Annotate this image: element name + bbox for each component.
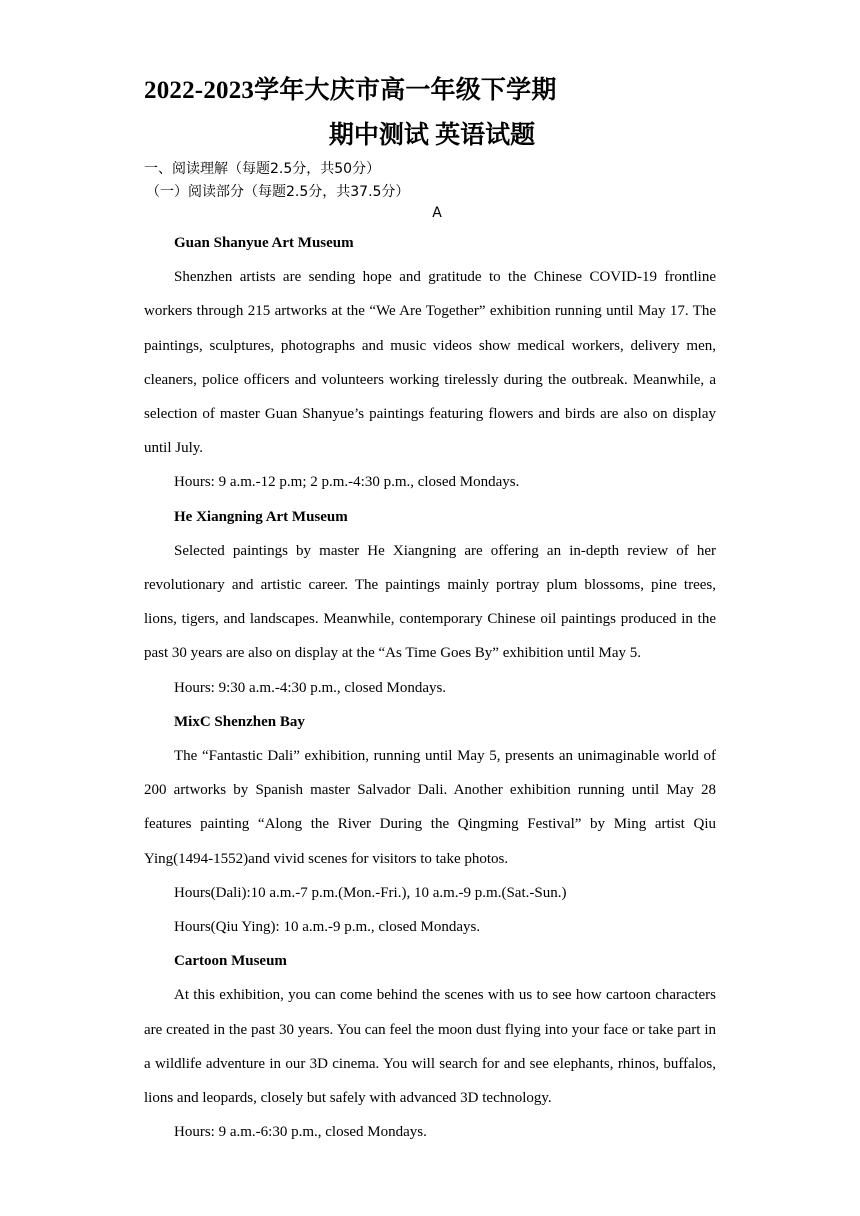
museum-description: Selected paintings by master He Xiangning are offering an in-depth review of her revolutionary and artistic career. The paintings mainly portray plum blossoms, pine trees, lions, tigers, and landscapes. Meanwhile, contemporary Chinese oil paintings produced in the past 30 years are also on display at the “As Time Goes By” exhibition until May 5. [144, 542, 716, 662]
passage-body [144, 226, 716, 1149]
section-heading-reading: 一、阅读理解（每题2.5分，共50分） [144, 161, 381, 177]
passage-label: A [432, 205, 442, 221]
exam-title-line1: 2022-2023学年大庆市高一年级下学期 [144, 77, 557, 104]
museum-description: At this exhibition, you can come behind the scenes with us to see how cartoon characters are created in the past 30 years. You can feel the moon dust flying into your face or take part in a wildlife adventure in our 3D cinema. You will search for and see elephants, rhinos, buffalos, lions and leopards, closely but safely with advanced 3D technology. [144, 987, 716, 1107]
subsection-heading-reading: （一）阅读部分（每题2.5分，共37.5分） [146, 184, 410, 200]
museum-hours: Hours(Dali):10 a.m.-7 p.m.(Mon.-Fri.), 10 a.m.-9 p.m.(Sat.-Sun.) [174, 884, 567, 901]
museum-hours: Hours: 9:30 a.m.-4:30 p.m., closed Mondays. [174, 679, 447, 696]
museum-heading: MixC Shenzhen Bay [174, 713, 305, 730]
exam-title-line2: 期中测试 英语试题 [328, 122, 536, 149]
museum-hours: Hours(Qiu Ying): 10 a.m.-9 p.m., closed Mondays. [174, 919, 481, 936]
museum-hours: Hours: 9 a.m.-12 p.m; 2 p.m.-4:30 p.m., closed Mondays. [174, 474, 520, 491]
museum-description: Shenzhen artists are sending hope and gratitude to the Chinese COVID-19 frontline workers through 215 artworks at the “We Are Together” exhibition running until May 17. The paintings, sculptures, photographs and music videos show medical workers, delivery men, cleaners, police officers and volunteers working tirelessly during the outbreak. Meanwhile, a selection of master Guan Shanyue’s paintings featuring flowers and birds are also on display until July. [144, 269, 716, 457]
museum-heading: Guan Shanyue Art Museum [174, 235, 354, 251]
museum-heading: He Xiangning Art Museum [174, 508, 348, 525]
museum-hours: Hours: 9 a.m.-6:30 p.m., closed Mondays. [174, 1124, 427, 1141]
museum-heading: Cartoon Museum [174, 953, 287, 970]
museum-description: The “Fantastic Dali” exhibition, running until May 5, presents an unimaginable world of 200 artworks by Spanish master Salvador Dali. Another exhibition running until May 28 features painting “Along the River During the Qingming Festival” by Ming artist Qiu Ying(1494-1552)and vivid scenes for visitors to take photos. [144, 748, 716, 867]
